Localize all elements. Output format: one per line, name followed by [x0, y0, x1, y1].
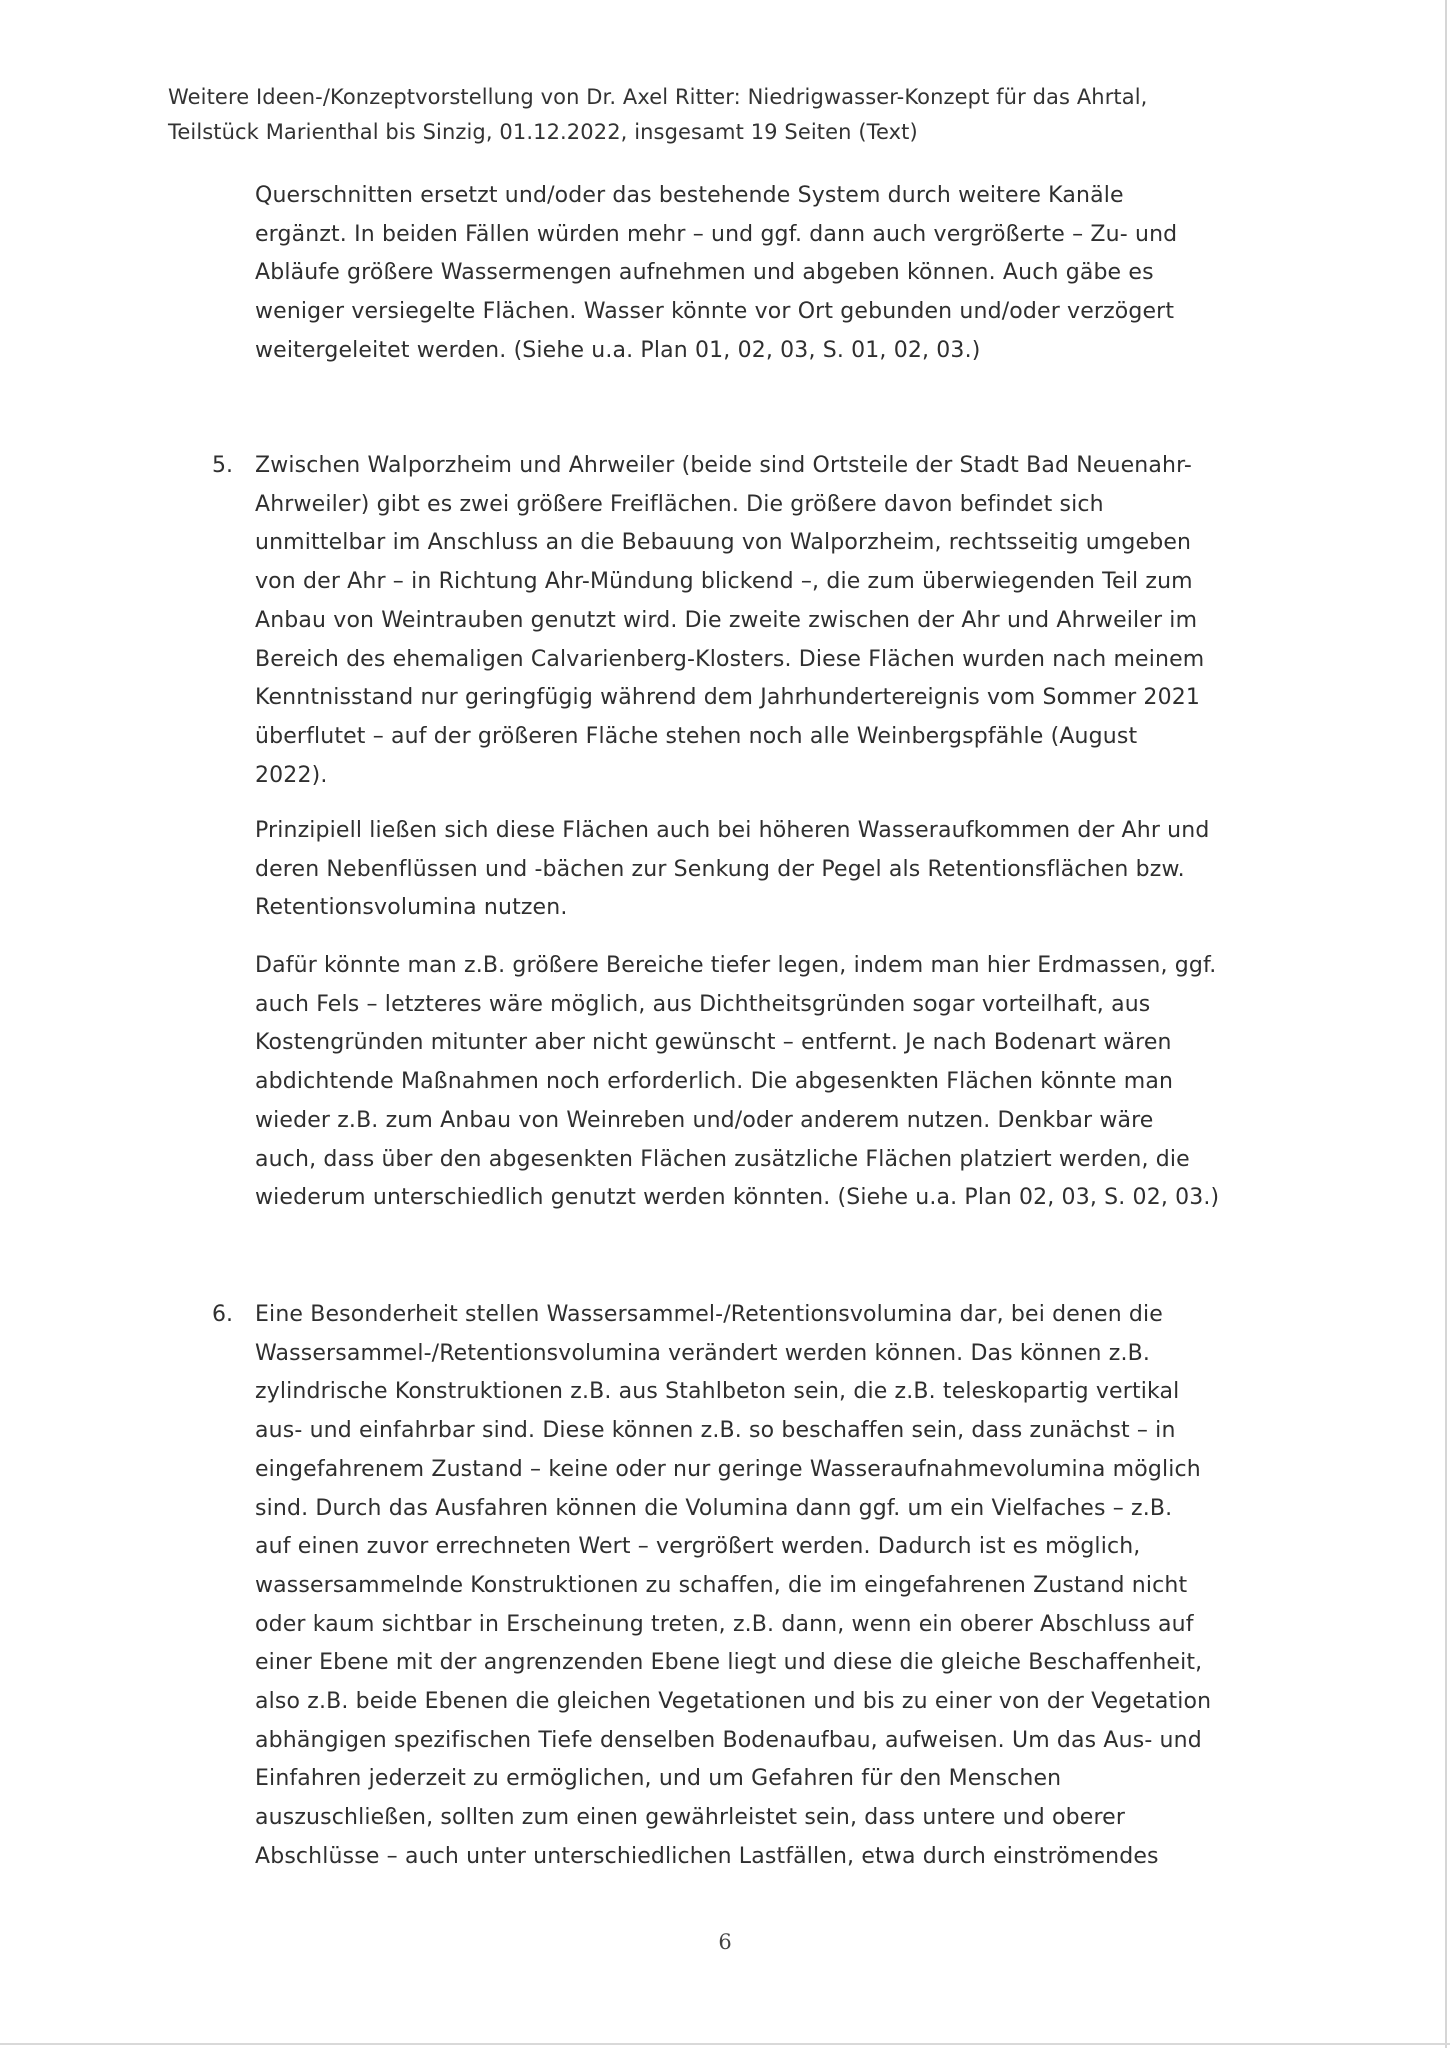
running-header	[168, 80, 1368, 150]
item6-paragraph-1	[255, 1296, 1305, 1877]
text-line: wiederum unterschiedlich genutzt werden könnten. (Siehe u.a. Plan 02, 03, S. 02, 03.)	[255, 1185, 1220, 1211]
list-number-5: 5.	[212, 453, 233, 478]
item5-paragraph-2	[255, 812, 1305, 928]
page-number: 6	[718, 1930, 732, 1954]
text-line: Abschlüsse – auch unter unterschiedlichen Lastfällen, etwa durch einströmendes	[255, 1843, 1159, 1869]
text-line: Kostengründen mitunter aber nicht gewünscht – entfernt. Je nach Bodenart wären	[255, 1030, 1172, 1056]
text-line: unmittelbar im Anschluss an die Bebauung von Walporzheim, rechtsseitig umgeben	[255, 530, 1192, 556]
item5-paragraph-1	[255, 447, 1305, 795]
text-line: Anbau von Weintrauben genutzt wird. Die zweite zwischen der Ahr und Ahrweiler im	[255, 607, 1198, 633]
text-line: 2022).	[255, 762, 328, 788]
text-line: deren Nebenflüssen und -bächen zur Senkung der Pegel als Retentionsflächen bzw.	[255, 856, 1185, 882]
text-line: Wassersammel-/Retentionsvolumina verändert werden können. Das können z.B.	[255, 1340, 1150, 1366]
text-line: Eine Besonderheit stellen Wassersammel-/Retentionsvolumina dar, bei denen die	[255, 1302, 1163, 1327]
text-line: Retentionsvolumina nutzen.	[255, 895, 568, 921]
scan-edge-bottom	[0, 2043, 1450, 2045]
text-line: sind. Durch das Ausfahren können die Volumina dann ggf. um ein Vielfaches – z.B.	[255, 1495, 1173, 1521]
text-line: Zwischen Walporzheim und Ahrweiler (beide sind Ortsteile der Stadt Bad Neuenahr-	[255, 453, 1192, 478]
text-line: weitergeleitet werden. (Siehe u.a. Plan 01, 02, 03, S. 01, 02, 03.)	[255, 337, 981, 363]
list-number-6: 6.	[212, 1302, 233, 1327]
text-line: Prinzipiell ließen sich diese Flächen auch bei höheren Wasseraufkommen der Ahr und	[255, 818, 1210, 843]
text-line: Ahrweiler) gibt es zwei größere Freiflächen. Die größere davon befindet sich	[255, 491, 1104, 517]
text-line: also z.B. beide Ebenen die gleichen Vegetationen und bis zu einer von der Vegetation	[255, 1689, 1212, 1715]
text-line: auszuschließen, sollten zum einen gewährleistet sein, dass untere und oberer	[255, 1805, 1126, 1831]
text-line: Einfahren jederzeit zu ermöglichen, und um Gefahren für den Menschen	[255, 1766, 1062, 1792]
text-line: abdichtende Maßnahmen noch erforderlich. Die abgesenkten Flächen könnte man	[255, 1069, 1174, 1095]
scan-edge-right	[1445, 0, 1447, 2048]
text-line: ergänzt. In beiden Fällen würden mehr – und ggf. dann auch vergrößerte – Zu- und	[255, 221, 1178, 247]
text-line: Bereich des ehemaligen Calvarienberg-Klosters. Diese Flächen wurden nach meinem	[255, 646, 1205, 672]
text-line: weniger versiegelte Flächen. Wasser könnte vor Ort gebunden und/oder verzögert	[255, 299, 1175, 325]
text-line: aus- und einfahrbar sind. Diese können z.B. so beschaffen sein, dass zunächst – in	[255, 1418, 1176, 1444]
text-line: von der Ahr – in Richtung Ahr-Mündung blickend –, die zum überwiegenden Teil zum	[255, 569, 1193, 595]
text-line: auch Fels – letzteres wäre möglich, aus Dichtheitsgründen sogar vorteilhaft, aus	[255, 991, 1151, 1017]
text-line: zylindrische Konstruktionen z.B. aus Stahlbeton sein, die z.B. teleskopartig vertikal	[255, 1379, 1180, 1405]
text-line: wassersammelnde Konstruktionen zu schaffen, die im eingefahrenen Zustand nicht	[255, 1572, 1188, 1598]
header-line: Teilstück Marienthal bis Sinzig, 01.12.2022, insgesamt 19 Seiten (Text)	[168, 120, 918, 144]
text-line: auf einen zuvor errechneten Wert – vergrößert werden. Dadurch ist es möglich,	[255, 1534, 1141, 1560]
text-line: abhängigen spezifischen Tiefe denselben Bodenaufbau, aufweisen. Um das Aus- und	[255, 1727, 1202, 1753]
text-line: Abläufe größere Wassermengen aufnehmen und abgeben können. Auch gäbe es	[255, 260, 1154, 286]
text-line: einer Ebene mit der angrenzenden Ebene liegt und diese die gleiche Beschaffenheit,	[255, 1650, 1203, 1676]
text-line: oder kaum sichtbar in Erscheinung treten, z.B. dann, wenn ein oberer Abschluss auf	[255, 1611, 1194, 1637]
item5-paragraph-3	[255, 947, 1305, 1218]
text-line: auch, dass über den abgesenkten Flächen zusätzliche Flächen platziert werden, die	[255, 1146, 1190, 1172]
text-line: Querschnitten ersetzt und/oder das bestehende System durch weitere Kanäle	[255, 183, 1124, 208]
continuation-paragraph	[255, 177, 1305, 371]
text-line: wieder z.B. zum Anbau von Weinreben und/oder anderem nutzen. Denkbar wäre	[255, 1107, 1154, 1133]
text-line: Kenntnisstand nur geringfügig während dem Jahrhundertereignis vom Sommer 2021	[255, 685, 1201, 711]
text-line: eingefahrenem Zustand – keine oder nur geringe Wasseraufnahmevolumina möglich	[255, 1456, 1201, 1482]
text-line: überflutet – auf der größeren Fläche stehen noch alle Weinbergspfähle (August	[255, 723, 1138, 749]
header-line: Weitere Ideen-/Konzeptvorstellung von Dr. Axel Ritter: Niedrigwasser-Konzept für das Ahrtal,	[168, 85, 1148, 109]
text-line: Dafür könnte man z.B. größere Bereiche tiefer legen, indem man hier Erdmassen, ggf.	[255, 953, 1217, 978]
